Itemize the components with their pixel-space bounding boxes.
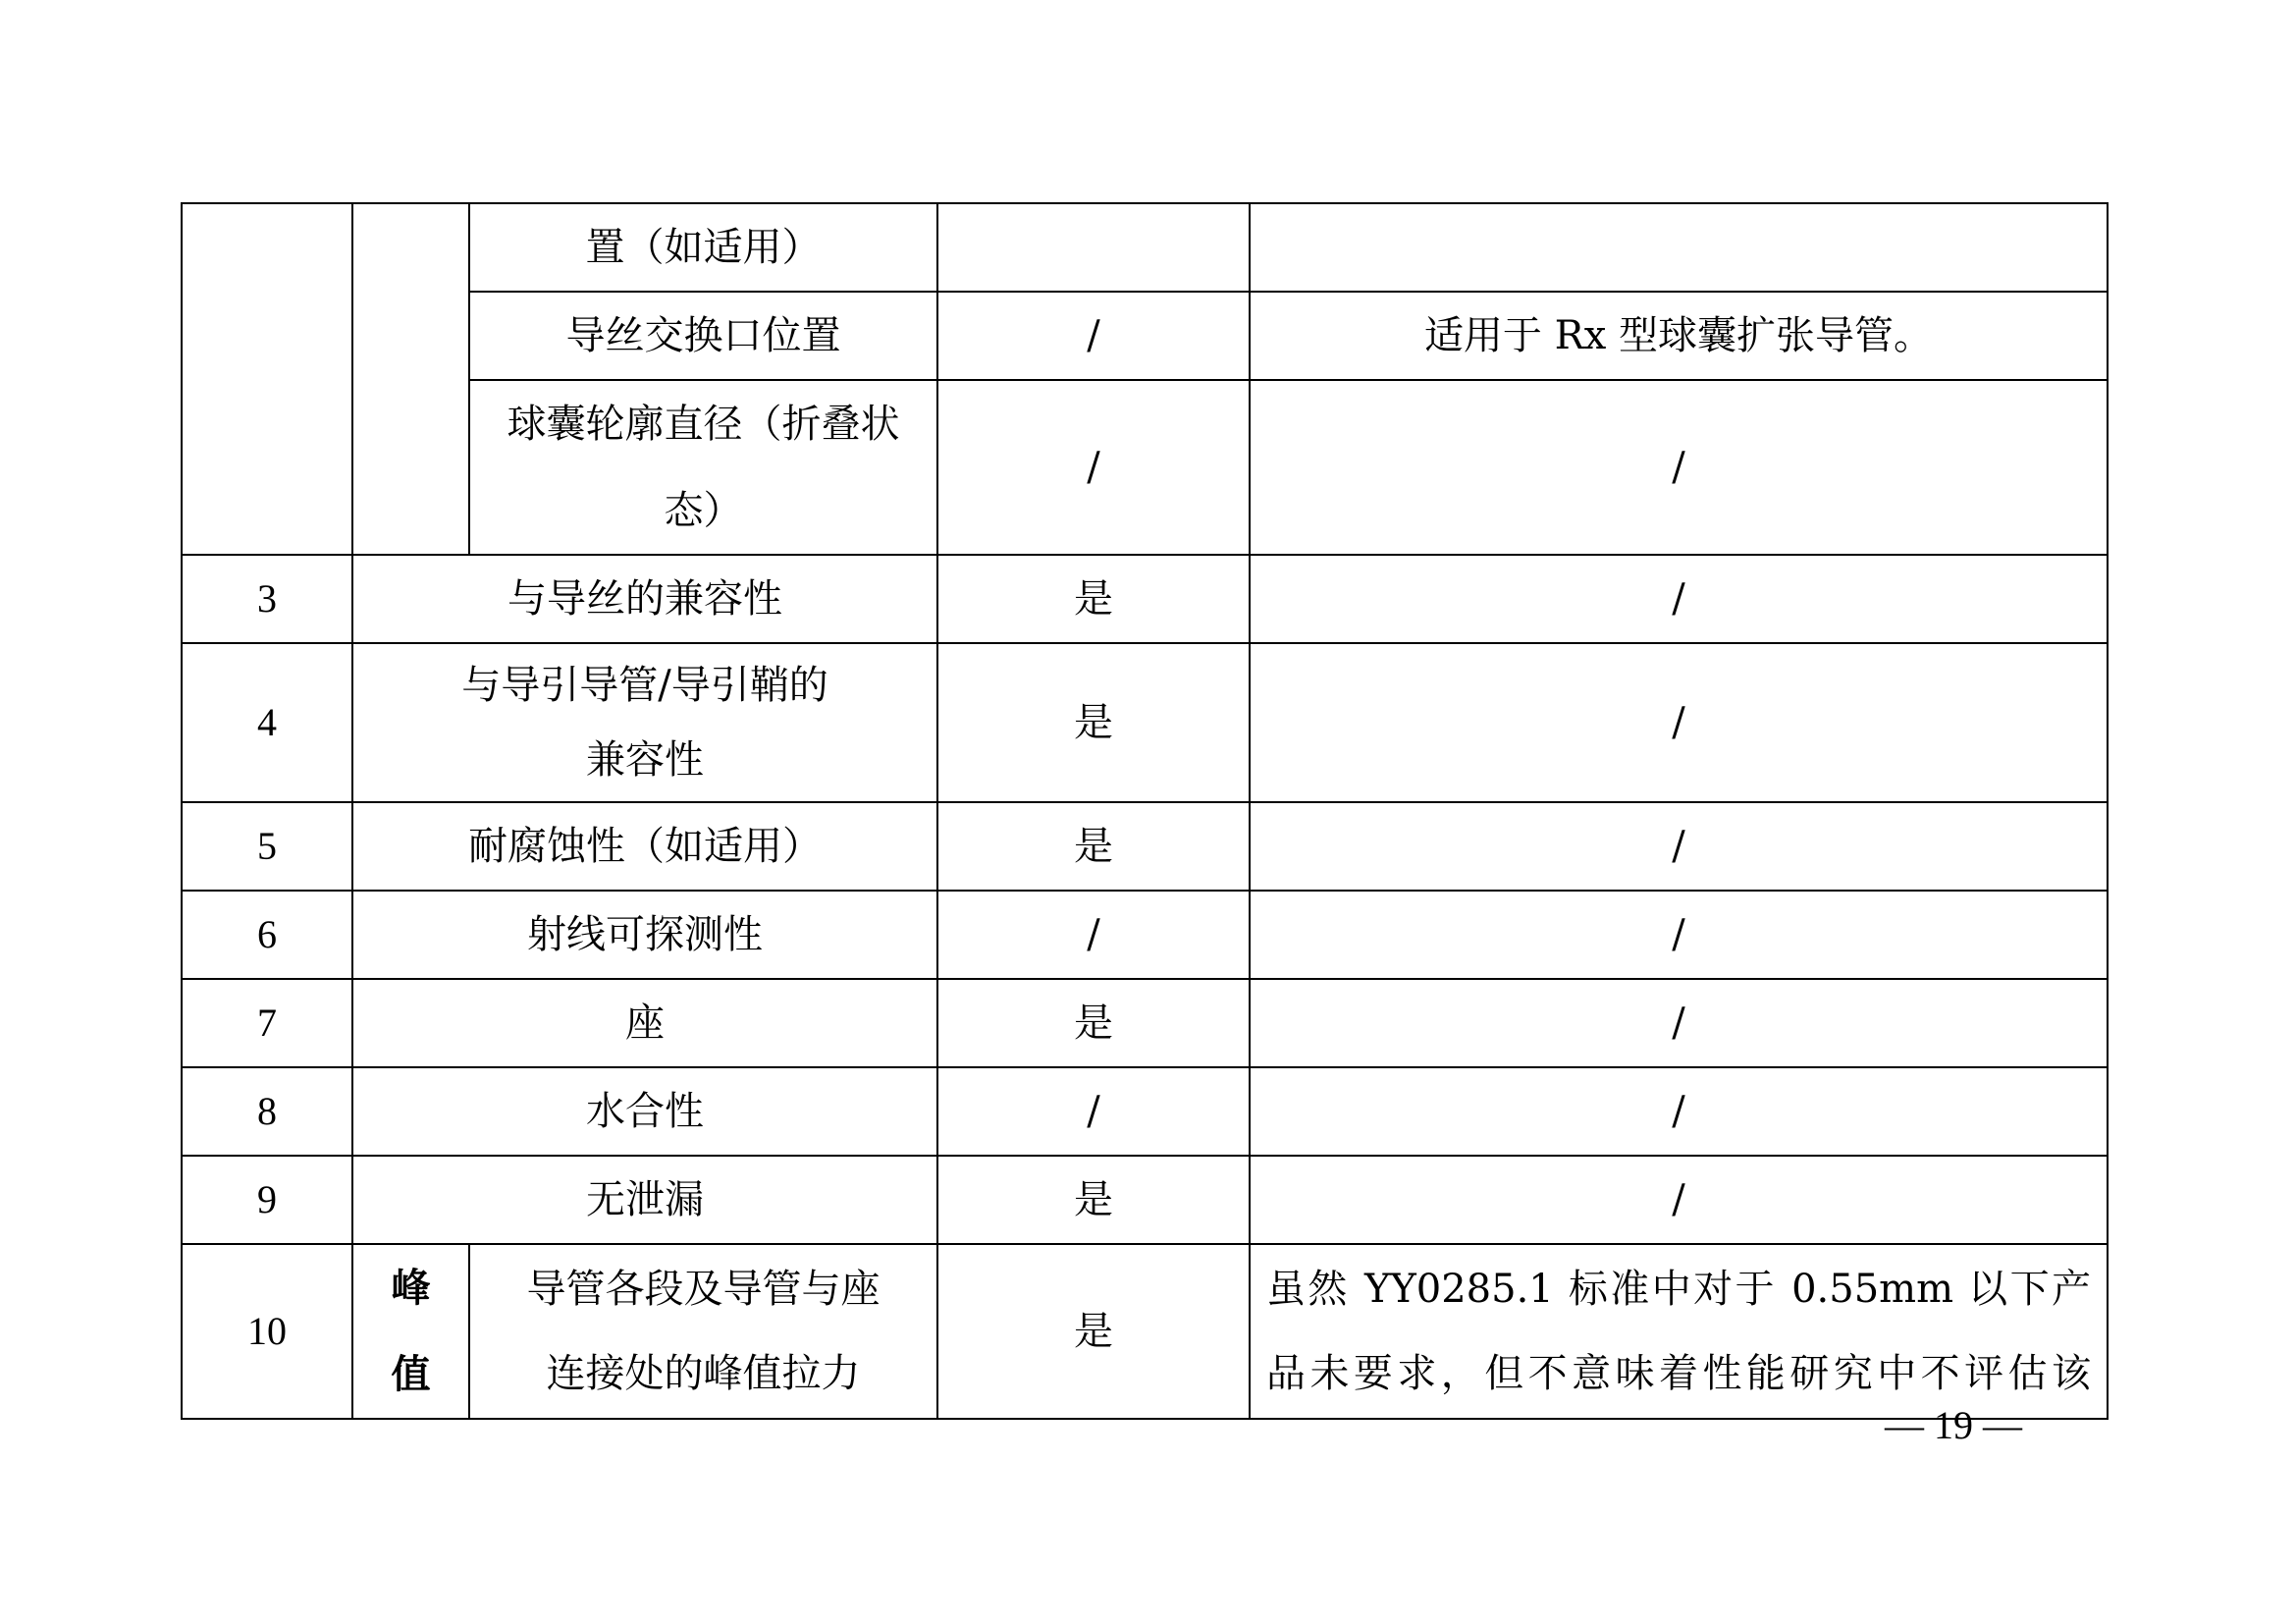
value-cell: 是	[937, 555, 1250, 643]
note-cell: /	[1250, 643, 2108, 802]
item-line: 态）	[664, 488, 743, 533]
table-row	[182, 1067, 2108, 1156]
note-cell	[1250, 203, 2108, 292]
row-number-cell	[182, 203, 352, 555]
row-number-cell: 7	[182, 979, 352, 1067]
note-cell: /	[1250, 1156, 2108, 1244]
note-cell	[1250, 1244, 2108, 1419]
table-row	[182, 802, 2108, 891]
note-cell: /	[1250, 1067, 2108, 1156]
row-number-cell: 5	[182, 802, 352, 891]
category-char: 峰	[391, 1266, 431, 1311]
table-row	[182, 1156, 2108, 1244]
note-cell: /	[1250, 891, 2108, 979]
row-number-cell: 10	[182, 1244, 352, 1419]
page-number: — 19 —	[1885, 1403, 2022, 1447]
row-number-cell: 6	[182, 891, 352, 979]
item-cell: 导丝交换口位置	[469, 292, 937, 380]
table-row	[182, 643, 2108, 802]
item-cell: 耐腐蚀性（如适用）	[352, 802, 937, 891]
table-row	[182, 380, 2108, 555]
value-cell: 是	[937, 802, 1250, 891]
item-cell	[469, 380, 937, 555]
item-cell	[469, 1244, 937, 1419]
item-line: 球囊轮廓直径（折叠状	[507, 402, 900, 447]
row-number-cell: 8	[182, 1067, 352, 1156]
note-line: 虽然 YY0285.1 标准中对于 0.55mm 以下产	[1266, 1267, 2091, 1312]
value-cell: 是	[937, 643, 1250, 802]
note-line: 品未要求，但不意味着性能研究中不评估该	[1266, 1351, 2091, 1396]
item-cell	[352, 643, 937, 802]
row-number-cell: 4	[182, 643, 352, 802]
category-char: 值	[391, 1352, 431, 1397]
item-line: 连接处的峰值拉力	[546, 1351, 861, 1396]
table-row	[182, 891, 2108, 979]
table-row	[182, 1244, 2108, 1419]
table-row	[182, 555, 2108, 643]
value-cell: 是	[937, 979, 1250, 1067]
table-row	[182, 203, 2108, 292]
item-cell: 无泄漏	[352, 1156, 937, 1244]
table-row	[182, 292, 2108, 380]
note-cell: /	[1250, 979, 2108, 1067]
note-cell: /	[1250, 555, 2108, 643]
note-cell: 适用于 Rx 型球囊扩张导管。	[1250, 292, 2108, 380]
item-line: 导管各段及导管与座	[526, 1267, 881, 1312]
item-cell: 置（如适用）	[469, 203, 937, 292]
value-cell: 是	[937, 1244, 1250, 1419]
value-cell: /	[937, 1067, 1250, 1156]
note-cell: /	[1250, 380, 2108, 555]
item-cell: 座	[352, 979, 937, 1067]
table-row	[182, 979, 2108, 1067]
row-number-cell: 9	[182, 1156, 352, 1244]
value-cell: /	[937, 891, 1250, 979]
requirements-table	[181, 202, 2109, 1420]
item-cell: 射线可探测性	[352, 891, 937, 979]
item-cell: 水合性	[352, 1067, 937, 1156]
category-cell	[352, 203, 469, 555]
note-cell: /	[1250, 802, 2108, 891]
value-cell	[937, 203, 1250, 292]
value-cell: /	[937, 292, 1250, 380]
item-line: 与导引导管/导引鞘的	[461, 663, 828, 708]
value-cell: 是	[937, 1156, 1250, 1244]
row-number-cell: 3	[182, 555, 352, 643]
item-cell: 与导丝的兼容性	[352, 555, 937, 643]
category-cell	[352, 1244, 469, 1419]
item-line: 兼容性	[586, 737, 704, 783]
value-cell: /	[937, 380, 1250, 555]
